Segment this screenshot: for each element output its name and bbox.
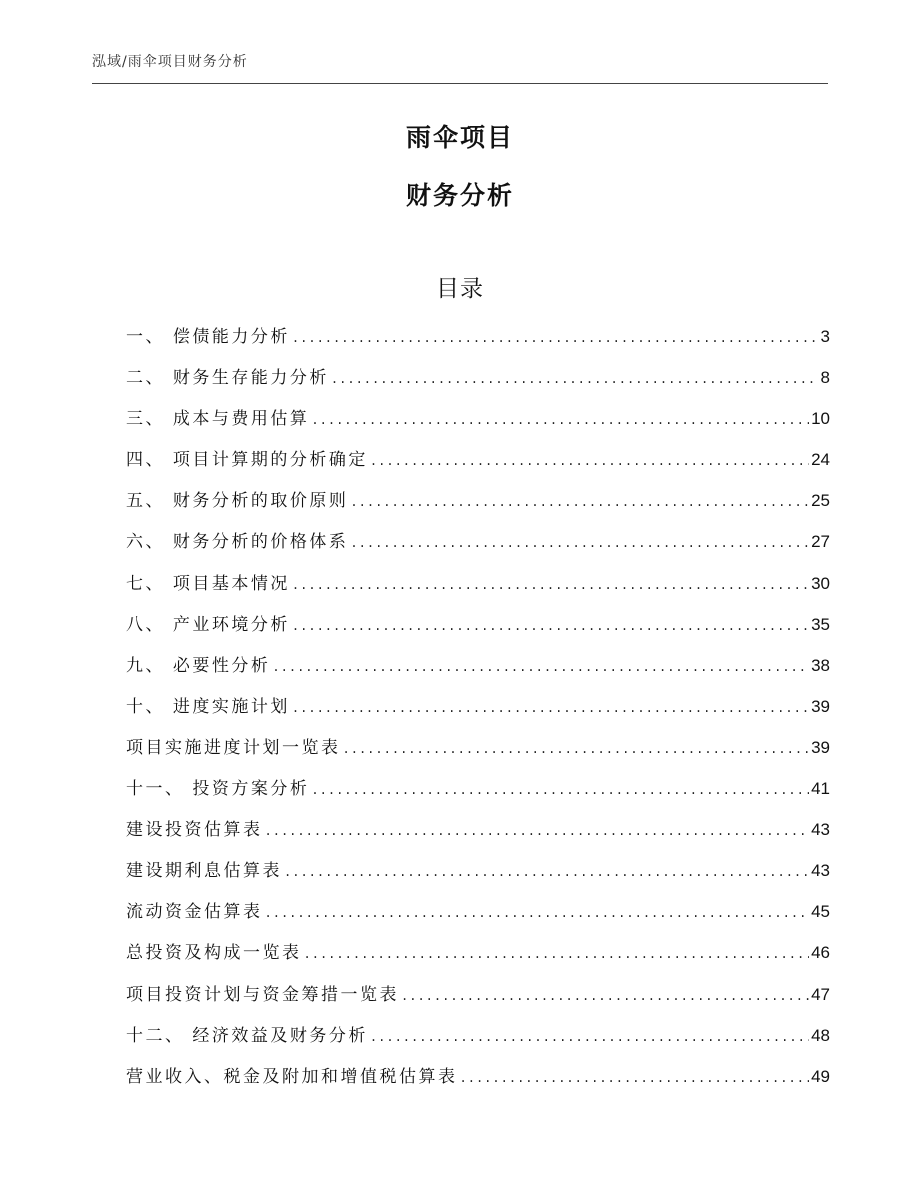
toc-leader-dots (331, 359, 819, 400)
toc-entry[interactable] (126, 563, 830, 604)
toc-entry[interactable] (126, 521, 830, 562)
toc-entry-page: 45 (811, 902, 830, 922)
toc-leader-dots (304, 934, 810, 975)
header-rule (92, 83, 828, 84)
toc-entry[interactable] (126, 645, 830, 686)
toc-entry[interactable] (126, 316, 830, 357)
toc-leader-dots (292, 565, 809, 606)
toc-entry[interactable] (126, 686, 830, 727)
toc-leader-dots (370, 1017, 809, 1058)
toc-entry[interactable] (126, 932, 830, 973)
toc-entry[interactable] (126, 357, 830, 398)
toc-entry[interactable] (126, 850, 830, 891)
toc-leader-dots (311, 770, 809, 811)
toc-entry-page: 48 (811, 1025, 830, 1045)
toc-entry-label: 一、 偿债能力分析 (126, 327, 290, 347)
toc-entry-label: 八、 产业环境分析 (126, 614, 290, 635)
toc-entry-page: 27 (811, 532, 830, 552)
toc-entry-label: 十一、 投资方案分析 (126, 779, 310, 800)
toc-entry[interactable] (126, 768, 830, 809)
toc-entry-page: 43 (811, 861, 830, 881)
toc-entry-page: 39 (811, 696, 830, 716)
toc-entry-label: 二、 财务生存能力分析 (126, 368, 329, 389)
toc-entry[interactable] (126, 480, 830, 521)
toc-leader-dots (311, 400, 809, 441)
toc-entry-label: 项目实施进度计划一览表 (126, 737, 341, 758)
toc-entry[interactable] (126, 891, 830, 932)
toc-entry[interactable] (126, 727, 830, 768)
toc-leader-dots (292, 318, 819, 359)
toc-entry-page: 49 (811, 1066, 830, 1086)
toc-entry-label: 总投资及构成一览表 (126, 943, 302, 964)
toc-entry-label: 十、 进度实施计划 (126, 696, 290, 717)
toc-leader-dots (370, 441, 809, 482)
toc-entry-page: 35 (811, 614, 830, 634)
toc-leader-dots (265, 893, 810, 934)
toc-entry-page: 39 (811, 737, 830, 757)
toc-entry-page: 41 (811, 779, 830, 799)
toc-entry-page: 8 (820, 368, 830, 388)
toc-leader-dots (284, 852, 809, 893)
toc-entry-page: 46 (811, 943, 830, 963)
table-of-contents (126, 316, 830, 1097)
toc-entry-label: 建设投资估算表 (126, 820, 263, 841)
toc-entry[interactable] (126, 974, 830, 1015)
toc-leader-dots (350, 482, 809, 523)
toc-entry-page: 3 (820, 327, 830, 346)
toc-entry[interactable] (126, 439, 830, 480)
document-subtitle: 财务分析 (405, 181, 514, 210)
toc-entry-label: 建设期利息估算表 (126, 861, 282, 882)
toc-leader-dots (401, 976, 809, 1017)
toc-entry-label: 十二、 经济效益及财务分析 (126, 1025, 368, 1046)
toc-entry-label: 三、 成本与费用估算 (126, 409, 310, 430)
toc-leader-dots (292, 688, 809, 729)
toc-heading: 目录 (436, 276, 484, 302)
toc-entry[interactable] (126, 1056, 830, 1097)
toc-leader-dots (343, 729, 810, 770)
header-text: 泓域/雨伞项目财务分析 (92, 54, 248, 70)
page-header (92, 52, 828, 84)
toc-leader-dots (272, 647, 809, 688)
toc-leader-dots (460, 1058, 810, 1099)
toc-entry-page: 30 (811, 573, 830, 593)
toc-leader-dots (292, 606, 809, 647)
toc-entry[interactable] (126, 604, 830, 645)
toc-leader-dots (350, 523, 809, 564)
toc-entry[interactable] (126, 398, 830, 439)
toc-entry-label: 九、 必要性分析 (126, 655, 271, 676)
toc-entry-page: 10 (811, 409, 830, 429)
document-title: 雨伞项目 (405, 123, 514, 152)
toc-entry-label: 项目投资计划与资金筹措一览表 (126, 984, 399, 1005)
toc-entry-label: 六、 财务分析的价格体系 (126, 532, 349, 553)
toc-entry-label: 营业收入、税金及附加和增值税估算表 (126, 1066, 458, 1087)
toc-entry-page: 25 (811, 491, 830, 511)
toc-entry[interactable] (126, 809, 830, 850)
toc-entry-label: 七、 项目基本情况 (126, 573, 290, 594)
toc-entry[interactable] (126, 1015, 830, 1056)
toc-entry-page: 38 (811, 655, 830, 675)
toc-entry-label: 流动资金估算表 (126, 902, 263, 923)
toc-leader-dots (265, 811, 810, 852)
toc-entry-page: 24 (811, 450, 830, 470)
toc-entry-label: 四、 项目计算期的分析确定 (126, 450, 368, 471)
toc-entry-page: 43 (811, 820, 830, 840)
toc-entry-label: 五、 财务分析的取价原则 (126, 491, 349, 512)
toc-entry-page: 47 (811, 984, 830, 1004)
